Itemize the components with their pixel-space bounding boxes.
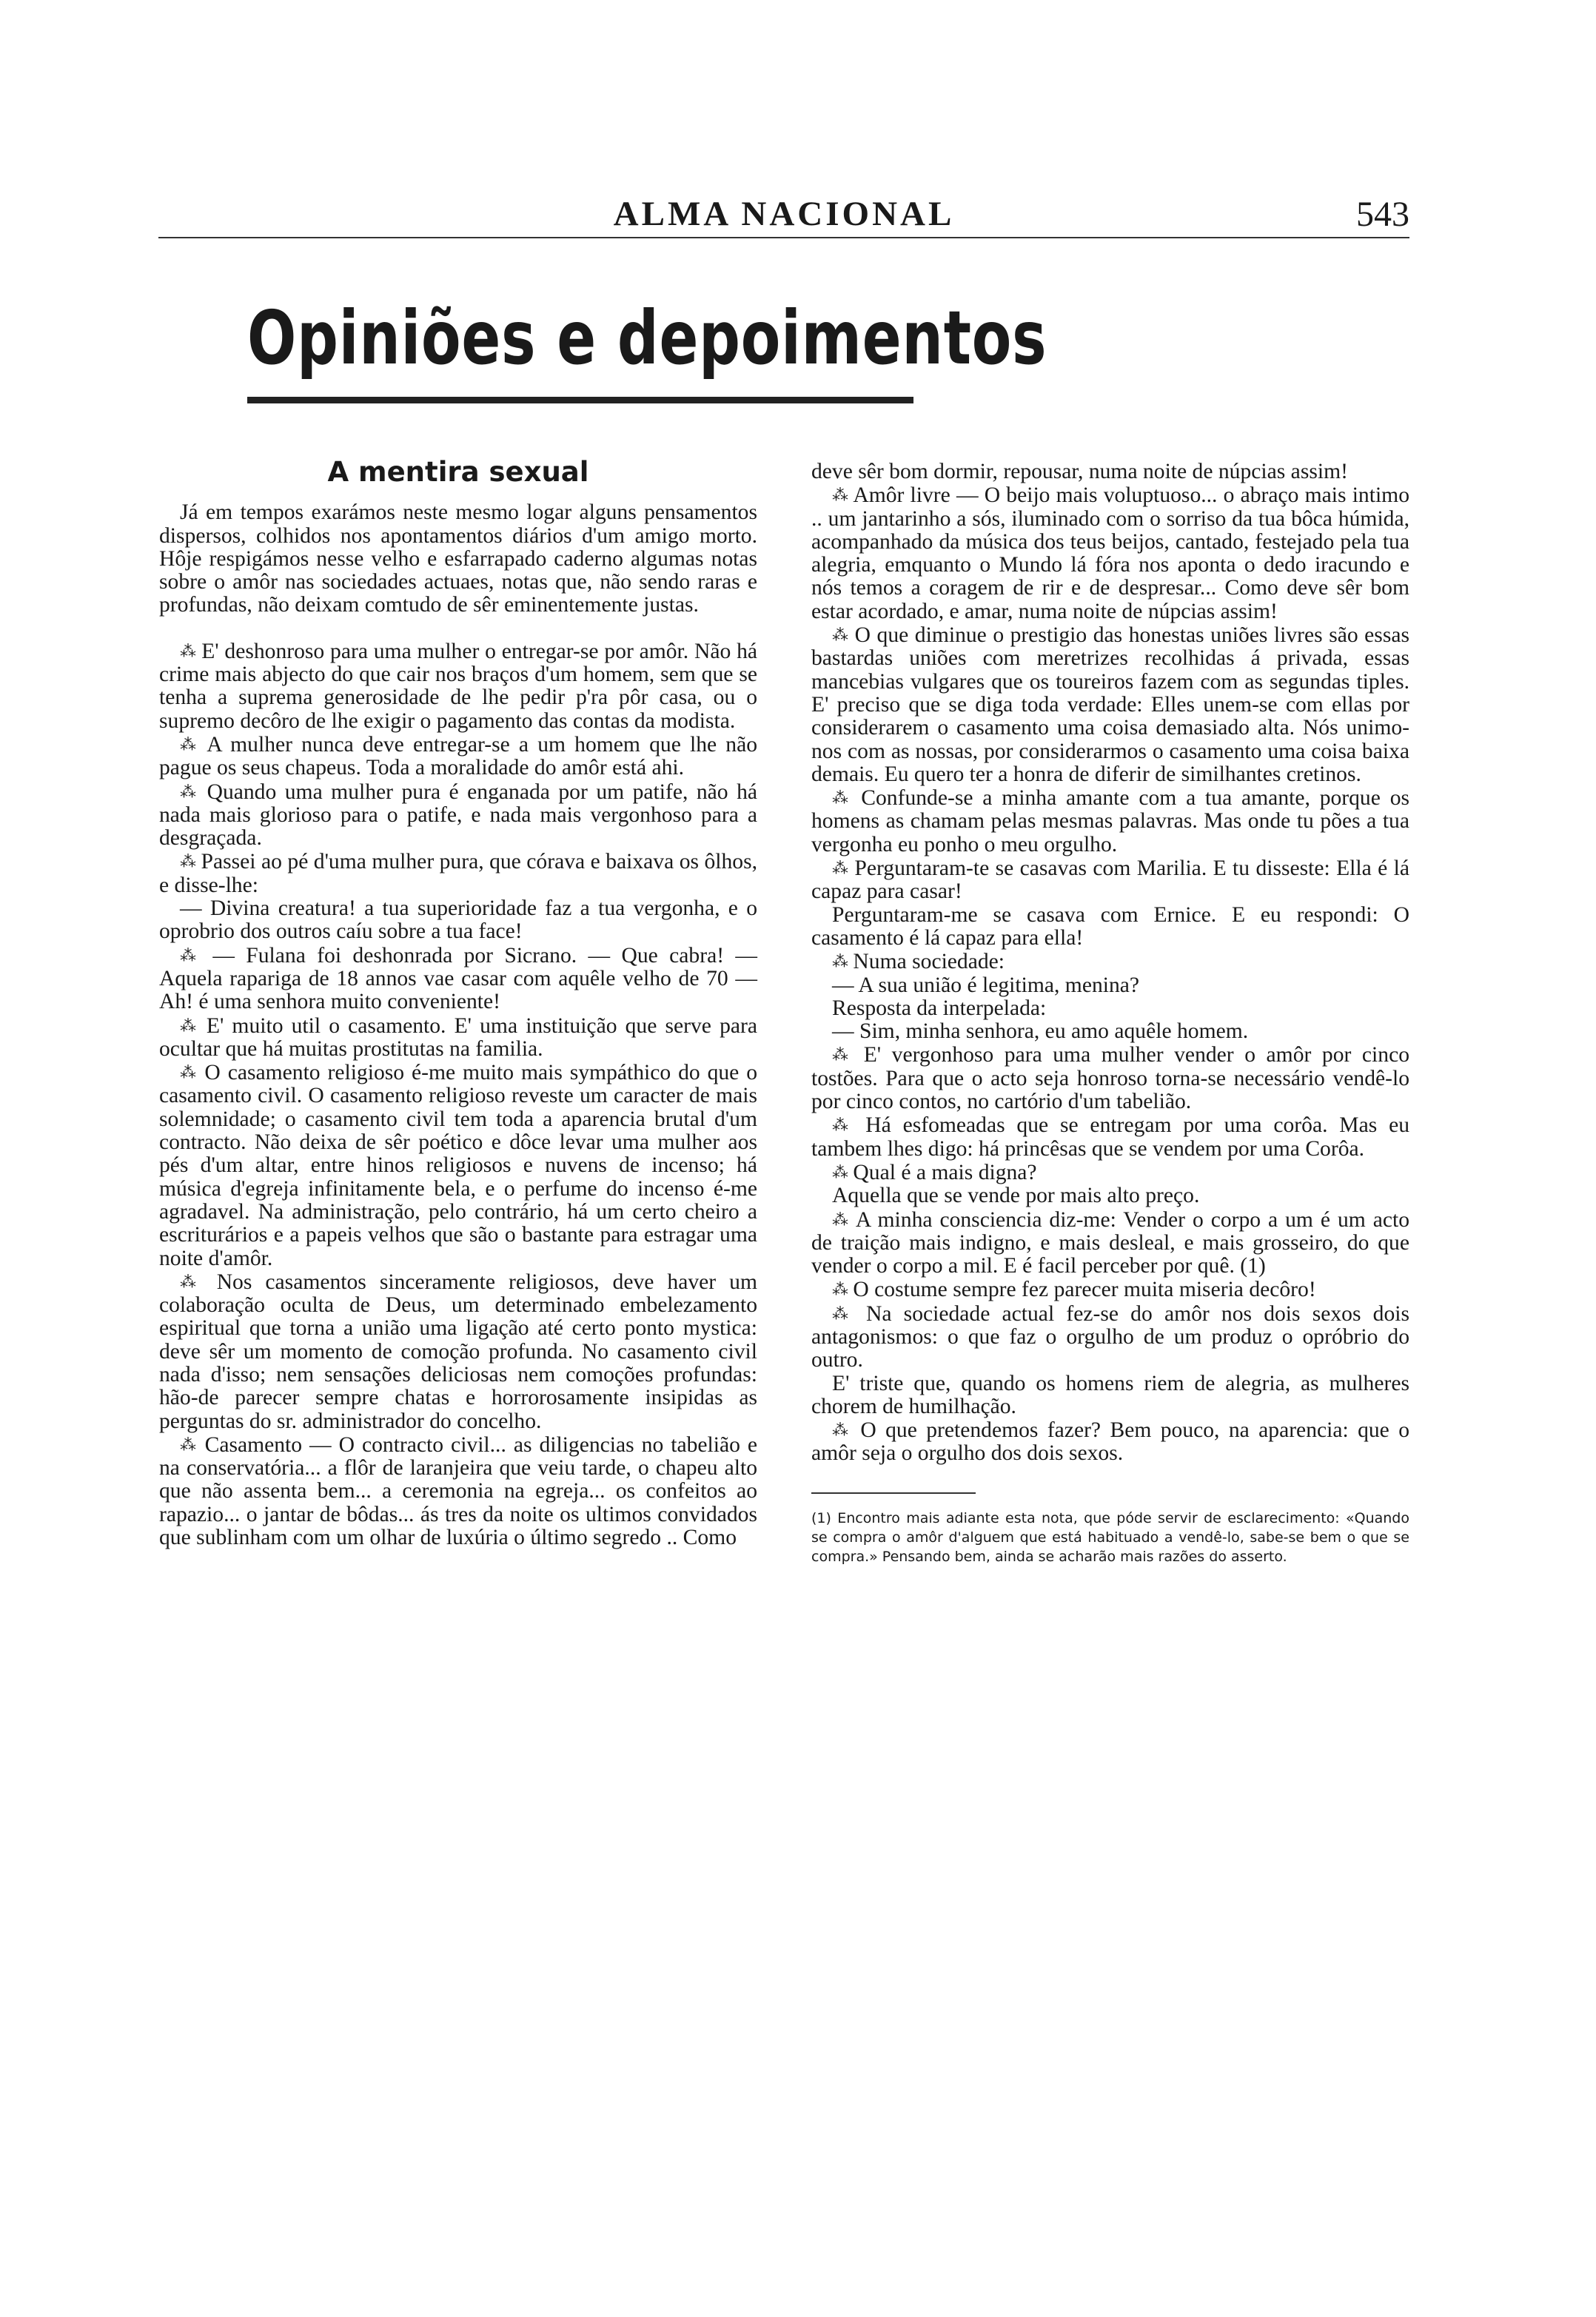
asterism: ⁂ — [832, 1045, 854, 1064]
asterism: ⁂ — [832, 1421, 851, 1440]
note-paragraph: Aquella que se vende por mais alto preço. — [832, 1184, 1200, 1208]
asterism: ⁂ — [180, 1063, 198, 1082]
asterism: ⁂ — [180, 734, 199, 754]
asterism: ⁂ — [180, 852, 196, 871]
title-rule — [247, 397, 913, 403]
note-paragraph: — Divina creatura! a tua superioridade faz a tua vergonha, e o oprobrio dos outros caíu sobre a tua face! — [159, 896, 757, 944]
note-paragraph: deve sêr bom dormir, repousar, numa noite de núpcias assim! — [811, 460, 1348, 483]
right-column — [811, 460, 1409, 1566]
note-paragraph: ⁂ O casamento religioso é-me muito mais sympáthico do que o casamento civil. O casamento religioso reveste um caracter de mais solemnidade; o casamento civil tem toda a aparencia brutal d'um contracto. Não deixa de sêr poético e dôce levar uma mulher aos pés d'um altar, entre hinos religiosos e nuvens de incenso; há música d'egreja infinitamente bela, e o perfume do incenso é-me agradavel. Na administração, pelo contrário, há um certo cheiro a escriturários e a papeis velhos que são o bastante para estragar uma noite d'amôr. — [159, 1061, 757, 1270]
asterism: ⁂ — [832, 1210, 850, 1229]
note-paragraph: ⁂ E' vergonhoso para uma mulher vender o amôr por cinco tostões. Para que o acto seja honroso torna-se necessário vendê-lo por cinco contos, no cartório d'um tabelião. — [811, 1043, 1409, 1114]
note-paragraph: ⁂ Nos casamentos sinceramente religiosos, deve haver um colaboração oculta de Deus, um determinado embelezamento espiritual que torna a união uma ligação até certo ponto mystica: deve sêr um momento de comoção profunda. No casamento civil nada d'isso; nem sensações deliciosas nem comoções profundas: hão-de parecer sempre chatas e horrorosamente insipidas as perguntas do sr. administrador do concelho. — [159, 1270, 757, 1433]
asterism: ⁂ — [832, 859, 848, 878]
note-paragraph: ⁂ Confunde-se a minha amante com a tua amante, porque os homens as chamam pelas mesmas palavras. Mas onde tu pões a tua vergonha eu ponho o meu orgulho. — [811, 786, 1410, 856]
note-paragraph: ⁂ Quando uma mulher pura é enganada por um patife, não há nada mais glorioso para o patife, e nada mais vergonhoso para a desgraçada. — [159, 779, 758, 851]
note-paragraph: ⁂ A mulher nunca deve entregar-se a um homem que lhe não pague os seus chapeus. Toda a moralidade do amôr está ahi. — [159, 732, 757, 780]
note-paragraph: ⁂ — Fulana foi deshonrada por Sicrano. — Que cabra! — Aquela rapariga de 18 annos vae casar com aquêle velho de 70 — Ah! é uma senhora muito conveniente! — [159, 943, 758, 1014]
asterism: ⁂ — [832, 486, 848, 505]
running-title: ALMA NACIONAL — [613, 195, 955, 233]
footnote-rule — [811, 1492, 976, 1494]
asterism: ⁂ — [832, 1304, 854, 1323]
footnote: (1) Encontro mais adiante esta nota, que póde servir de esclarecimento: «Quando se compra o amôr d'alguem que está habituado a vendê-lo, sabe-se bem o que se compra.» Pensando bem, ainda se acharão mais razões do asserto. — [811, 1509, 1409, 1565]
note-paragraph: ⁂ Há esfomeadas que se entregam por uma corôa. Mas eu tambem lhes digo: há princêsas que se vendem por uma Corôa. — [811, 1113, 1410, 1161]
note-paragraph: ⁂ E' deshonroso para uma mulher o entregar-se por amôr. Não há crime mais abjecto do que cair nos braços d'um homem, sem que se tenha a suprema generosidade de lhe pedir p'ra pôr casa, ou o supremo decôro de lhe exigir o pagamento das contas da modista. — [159, 639, 758, 733]
page-number: 543 — [1356, 195, 1409, 234]
note-paragraph: ⁂ A minha consciencia diz-me: Vender o corpo a um é um acto de traição mais indigno, e mais desleal, e mais grosseiro, do que vender o corpo a mil. E é facil perceber por quê. (1) — [811, 1207, 1409, 1278]
note-paragraph: ⁂ Numa sociedade: — [832, 950, 1005, 974]
asterism: ⁂ — [832, 788, 852, 808]
note-paragraph: ⁂ Perguntaram-te se casavas com Marilia. E tu disseste: Ella é lá capaz para casar! — [811, 856, 1409, 904]
article-title: Opiniões e depoimentos — [247, 295, 1047, 381]
note-paragraph: ⁂ O que diminue o prestigio das honestas uniões livres são essas bastardas uniões com meretrizes recolhidas á privada, essas mancebias vulgares que os toureiros fazem com as segundas tiples. E' preciso que se diga toda verdade: Elles unem-se com ellas por considerarem o casamento uma coisa demasiado alta. Nós unimo-nos com as nossas, por considerarmos o casamento uma coisa baixa demais. Eu quero ter a honra de diferir de similhantes cretinos. — [811, 623, 1409, 786]
running-header — [158, 191, 1409, 238]
note-paragraph: Perguntaram-me se casava com Ernice. E eu respondi: O casamento é lá capaz para ella! — [811, 902, 1409, 950]
note-paragraph: ⁂ O que pretendemos fazer? Bem pouco, na aparencia: que o amôr seja o orgulho dos dois sexos. — [811, 1418, 1409, 1466]
note-paragraph: ⁂ O costume sempre fez parecer muita miseria decôro! — [832, 1278, 1316, 1302]
left-column — [159, 450, 757, 1549]
note-paragraph: Resposta da interpelada: — [832, 996, 1047, 1020]
note-paragraph: ⁂ Qual é a mais digna? — [832, 1160, 1037, 1184]
note-paragraph: ⁂ E' muito util o casamento. E' uma instituição que serve para ocultar que há muitas prostitutas na familia. — [159, 1013, 757, 1061]
note-paragraph: ⁂ Na sociedade actual fez-se do amôr nos dois sexos dois antagonismos: o que faz o orgulho de um produz o opróbrio do outro. — [811, 1301, 1410, 1372]
note-paragraph: E' triste que, quando os homens riem de alegria, as mulheres chorem de humilhação. — [811, 1371, 1409, 1418]
asterism: ⁂ — [180, 782, 199, 801]
asterism: ⁂ — [832, 952, 848, 971]
note-paragraph: ⁂ Amôr livre — O beijo mais voluptuoso... o abraço mais intimo .. um jantarinho a sós, iluminado com o sorriso da tua bôca húmida, acompanhado da música dos teus beijos, cantado, festejado pela tua alegria, emquanto o Mundo lá fóra nos aponta o dedo iracundo e nós temos a coragem de rir e de despresar... Como deve sêr bom estar acordado, e amar, numa noite de núpcias assim! — [811, 483, 1409, 623]
asterism: ⁂ — [180, 945, 201, 965]
asterism: ⁂ — [180, 641, 196, 660]
asterism: ⁂ — [180, 1435, 198, 1454]
intro-paragraph: Já em tempos exarámos neste mesmo logar alguns pensamentos dispersos, colhidos nos apontamentos diários d'um amigo morto. Hôje respigámos nesse velho e esfarrapado caderno algumas notas sobre o amôr nas sociedades actuaes, notas que, não sendo raras e profundas, não deixam comtudo de sêr eminentemente justas. — [159, 500, 757, 617]
asterism: ⁂ — [832, 1162, 848, 1181]
asterism: ⁂ — [832, 1116, 854, 1135]
asterism: ⁂ — [180, 1272, 204, 1291]
note-paragraph: — A sua união é legitima, menina? — [832, 973, 1140, 997]
section-heading: A mentira sexual — [327, 456, 589, 488]
asterism: ⁂ — [832, 1280, 848, 1299]
note-paragraph: ⁂ Passei ao pé d'uma mulher pura, que córava e baixava os ôlhos, e disse-lhe: — [159, 850, 757, 897]
note-paragraph: ⁂ Casamento — O contracto civil... as diligencias no tabelião e na conservatória... a flôr de laranjeira que veiu tarde, o chapeu alto que não assenta bem... a ceremonia na egreja... os confeitos ao rapazio... o jantar de bôdas... ás tres da noite os ultimos convidados que sublinham com um olhar de luxúria o último segredo .. Como — [159, 1432, 758, 1550]
asterism: ⁂ — [180, 1016, 198, 1035]
asterism: ⁂ — [832, 626, 849, 645]
note-paragraph: — Sim, minha senhora, eu amo aquêle homem. — [832, 1019, 1249, 1044]
